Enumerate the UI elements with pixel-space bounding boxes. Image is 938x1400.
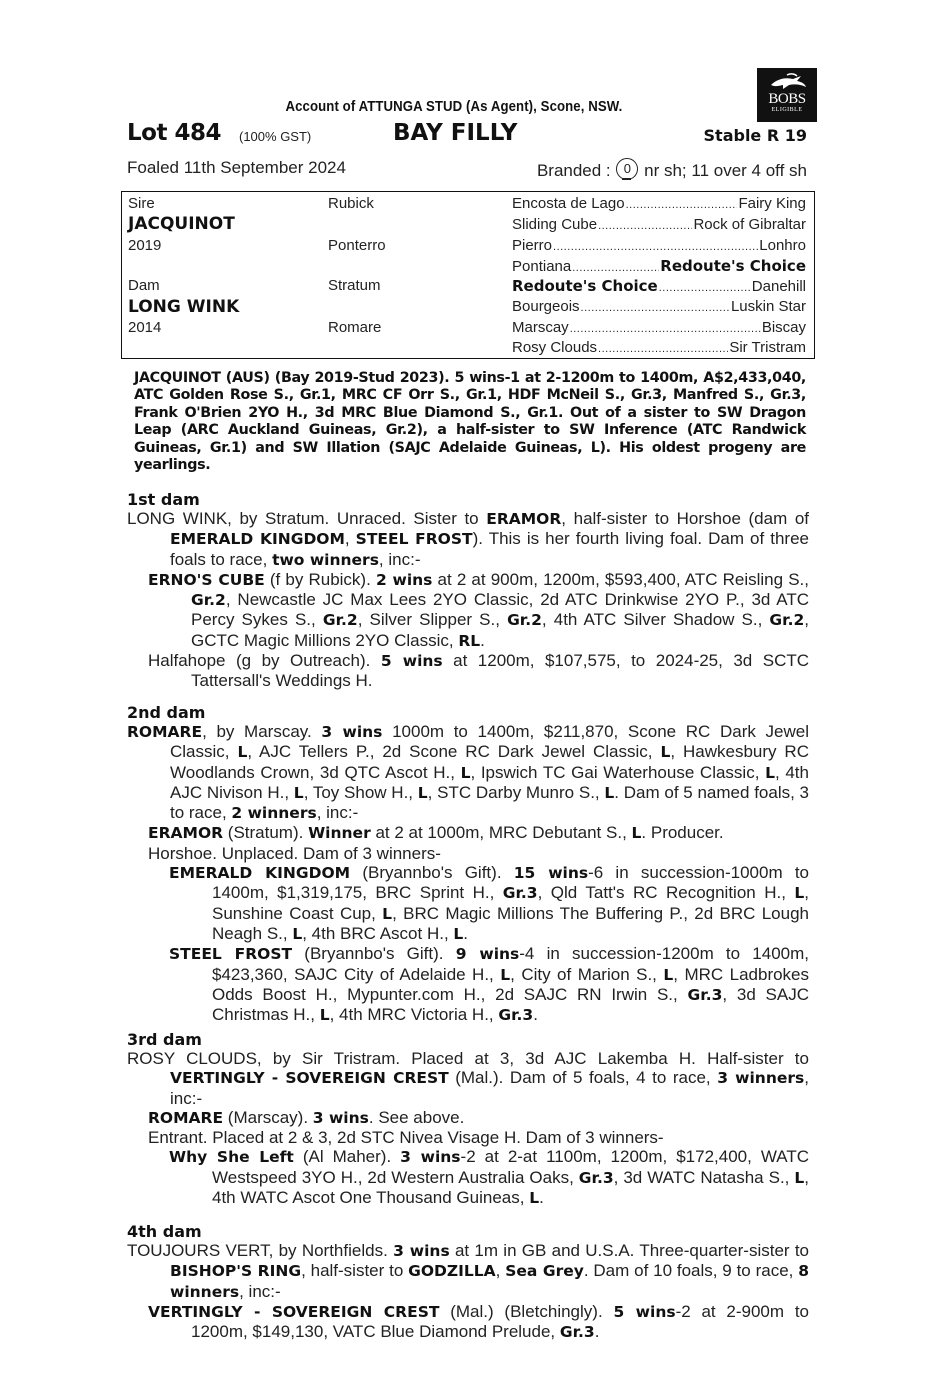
progeny-entry: Halfahope (g by Outreach). 5 wins at 1200m, $107,575, to 2024-25, 3d SCTC Tattersall's Weddings H. xyxy=(148,651,810,691)
grandparent-line: Sliding Cube ..... Rock of Gibraltar xyxy=(512,216,806,233)
dam-section-4 xyxy=(127,1222,809,1342)
dam-section-2 xyxy=(127,703,809,1025)
dam-description: ROSY CLOUDS, by Sir Tristram. Placed at 3, 3d AJC Lakemba H. Half-sister to VERTINGLY - SOVEREIGN CREST (Mal.). Dam of 5 foals, 4 to race, 3 winners, inc:- xyxy=(127,1049,809,1108)
dam-description: LONG WINK, by Stratum. Unraced. Sister to ERAMOR, half-sister to Horshoe (dam of EMERALD KINGDOM, STEEL FROST). This is her fourth living foal. Dam of three foals to race, two winners, inc:- xyxy=(127,509,810,569)
sire-sire: Rubick xyxy=(328,195,374,212)
branded-info xyxy=(537,158,807,181)
lot-number: Lot 484 xyxy=(127,120,221,146)
foaled-date: Foaled 11th September 2024 xyxy=(127,158,346,177)
branded-label: Branded : xyxy=(536,161,611,180)
progeny-entry: Entrant. Placed at 2 & 3, 2d STC Nivea Visage H. Dam of 3 winners- xyxy=(148,1128,664,1148)
sire-name: JACQUINOT xyxy=(128,214,235,234)
lot-header xyxy=(127,120,809,150)
progeny-entry: ROMARE (Marscay). 3 wins. See above. xyxy=(148,1107,465,1127)
horse-head-icon xyxy=(767,73,807,91)
grandparent-line: Rosy Clouds ..... Sir Tristram xyxy=(512,339,806,356)
dam-label: Dam xyxy=(128,277,160,294)
sire-label: Sire xyxy=(128,195,155,212)
stable-location: Stable R 19 xyxy=(703,126,807,145)
dam-section-3 xyxy=(127,1030,809,1208)
grandparent-line: Encosta de Lago ..... Fairy King xyxy=(512,195,806,212)
grandparent-line: Bourgeois ..... Luskin Star xyxy=(512,298,806,315)
progeny-entry: Horshoe. Unplaced. Dam of 3 winners- xyxy=(148,843,441,863)
progeny-entry: EMERALD KINGDOM (Bryannbo's Gift). 15 wins-6 in succession-1000m to 1400m, $1,319,175, BRC Sprint H., Gr.3, Qld Tatt's RC Recognition H., L, Sunshine Coast Cup, L, BRC Magic Millions The Buffering P., 2d BRC Lough Neagh S., L, 4th BRC Ascot H., L. xyxy=(169,863,809,943)
sire-dam: Ponterro xyxy=(328,237,386,254)
branded-detail: nr sh; 11 over 4 off sh xyxy=(644,161,807,180)
progeny-entry: VERTINGLY - SOVEREIGN CREST (Mal.) (Bletchingly). 5 wins-2 at 2-900m to 1200m, $149,130, VATC Blue Diamond Prelude, Gr.3. xyxy=(148,1301,809,1342)
progeny-entry: ERAMOR (Stratum). Winner at 2 at 1000m, MRC Debutant S., L. Producer. xyxy=(148,823,724,843)
logo-line1: BOBS xyxy=(768,91,806,107)
progeny-entry: STEEL FROST (Bryannbo's Gift). 9 wins-4 in succession-1200m to 1400m, $423,360, SAJC City of Adelaide H., L, City of Marion S., L, MRC Ladbrokes Odds Boost H., Mypunter.com H., 2d SAJC RN Irwin S., Gr.3, 3d SAJC Christmas H., L, 4th MRC Victoria H., Gr.3. xyxy=(169,944,810,1025)
dam-heading: 3rd dam xyxy=(127,1030,202,1049)
pedigree-table xyxy=(121,191,815,359)
dam-description: TOUJOURS VERT, by Northfields. 3 wins at 1m in GB and U.S.A. Three-quarter-sister to BISHOP'S RING, half-sister to GODZILLA, Sea Grey. Dam of 10 foals, 9 to race, 8 winners, inc:- xyxy=(127,1241,810,1301)
dam-heading: 1st dam xyxy=(127,490,200,509)
dam-section-1 xyxy=(127,490,809,691)
dam-description: ROMARE, by Marscay. 3 wins 1000m to 1400m, $211,870, Scone RC Dark Jewel Classic, L, AJC Tellers P., 2d Scone RC Dark Jewel Classic, L, Hawkesbury RC Woodlands Crown, 3d QTC Ascot H., L, Ipswich TC Gai Waterhouse Classic, L, 4th AJC Nivison H., L, Toy Show H., L, STC Darby Munro S., L. Dam of 5 named foals, 3 to race, 2 winners, inc:- xyxy=(127,722,810,823)
progeny-entry: ERNO'S CUBE (f by Rubick). 2 wins at 2 at 900m, 1200m, $593,400, ATC Reisling S., Gr.2, Newcastle JC Max Lees 2YO Classic, 2d ATC Drinkwise 2YO P., 3d ATC Percy Sykes S., Gr.2, Silver Slipper S., Gr.2, 4th ATC Silver Shadow S., Gr.2, GCTC Magic Millions 2YO Classic, RL. xyxy=(148,569,809,650)
dam-heading: 2nd dam xyxy=(127,703,206,722)
grandparent-line: Redoute's Choice ..... Danehill xyxy=(512,277,806,295)
logo-line2: ELIGIBLE xyxy=(771,107,803,113)
grandparent-line: Marscay ..... Biscay xyxy=(512,319,806,336)
brand-mark-icon: 0 xyxy=(616,158,638,180)
grandparent-line: Pierro ..... Lonhro xyxy=(512,237,806,254)
dam-year: 2014 xyxy=(128,319,162,336)
dam-name: LONG WINK xyxy=(128,297,240,317)
sire-summary: JACQUINOT (AUS) (Bay 2019-Stud 2023). 5 wins-1 at 2-1200m to 1400m, A$2,433,040, ATC Golden Rose S., Gr.1, MRC CF Orr S., Gr.1, HDF McNeil S., Gr.3, Manfred S., Gr.3, Frank O'Brien 2YO H., 3d MRC Blue Diamond S., Gr.1. Out of a sister to SW Dragon Leap (ARC Auckland Guineas, Gr.2), a half-sister to SW Inference (ATC Randwick Guineas, Gr.1) and SW Illation (SAJC Adelaide Guineas, L). His oldest progeny are yearlings. xyxy=(134,370,806,474)
dam-heading: 4th dam xyxy=(127,1222,202,1241)
lot-title: BAY FILLY xyxy=(393,120,518,146)
gst-note: (100% GST) xyxy=(239,129,312,144)
progeny-entry: Why She Left (Al Maher). 3 wins-2 at 2-at 1100m, 1200m, $172,400, WATC Westspeed 3YO H., 2d Western Australia Oaks, Gr.3, 3d WATC Natasha S., L, 4th WATC Ascot One Thousand Guineas, L. xyxy=(169,1147,810,1208)
dam-sire: Stratum xyxy=(328,277,381,294)
vendor-account: Account of ATTUNGA STUD (As Agent), Scone, NSW. xyxy=(285,98,623,115)
dam-dam: Romare xyxy=(328,319,382,336)
grandparent-line: Pontiana ..... Redoute's Choice xyxy=(512,257,806,275)
sire-year: 2019 xyxy=(128,237,162,254)
